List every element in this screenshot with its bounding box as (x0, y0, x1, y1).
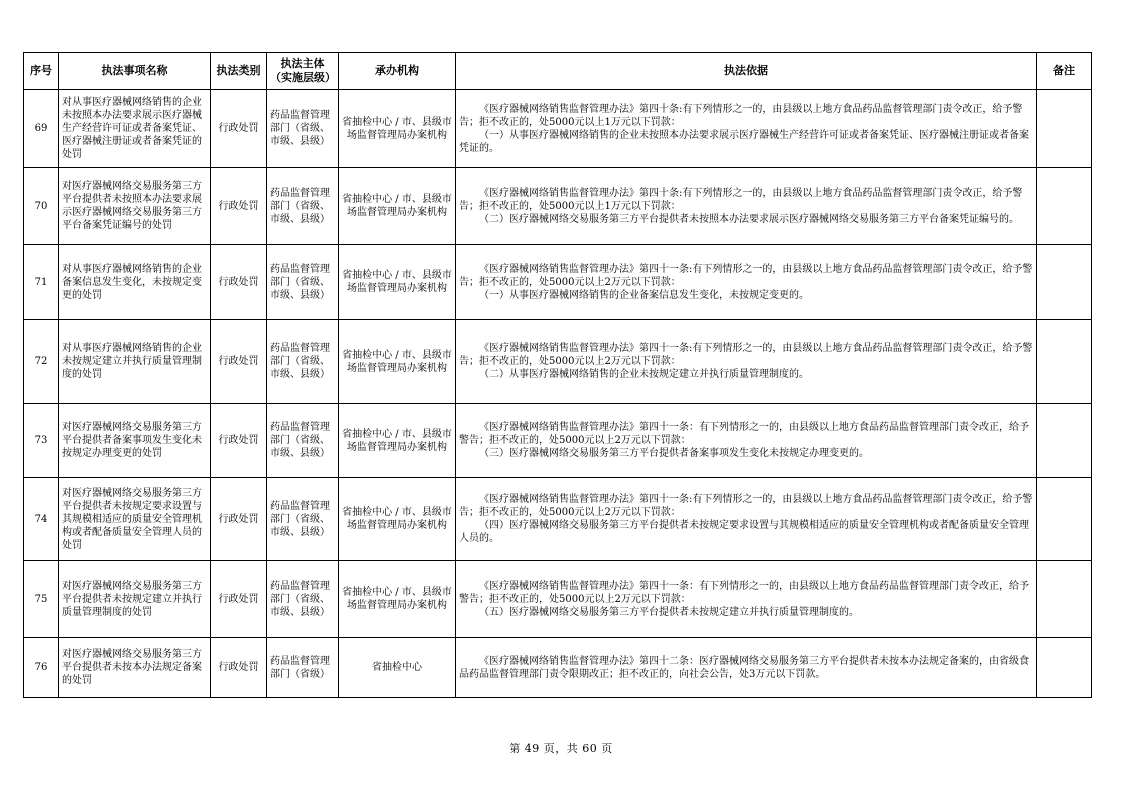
basis-item: （四）医疗器械网络交易服务第三方平台提供者未按规定要求设置与其规模相适应的质量安全管理机构或者配备质量安全管理人员的。 (459, 520, 1029, 544)
row-type: 行政处罚 (211, 90, 267, 168)
table-row (24, 245, 1092, 320)
basis-main: 《医疗器械网络销售监督管理办法》第四十一条:有下列情形之一的，由县级以上地方食品药品监督管理部门责令改正，给予警告；拒不改正的，处5000元以上2万元以下罚款： (459, 263, 1033, 288)
basis-main: 《医疗器械网络销售监督管理办法》第四十一条：有下列情形之一的，由县级以上地方食品药品监督管理部门责令改正，给予警告；拒不改正的，处5000元以上2万元以下罚款： (459, 580, 1029, 605)
row-name: 对从事医疗器械网络销售的企业未按规定建立并执行质量管理制度的处罚 (59, 320, 211, 404)
row-type: 行政处罚 (211, 561, 267, 638)
basis-item: （二）从事医疗器械网络销售的企业未按规定建立并执行质量管理制度的。 (479, 369, 809, 380)
row-basis (456, 638, 1037, 698)
row-remark (1037, 90, 1092, 168)
header-row (24, 53, 1092, 90)
row-body: 药品监督管理部门（省级、市级、县级） (267, 478, 339, 561)
row-remark (1037, 404, 1092, 478)
table-row (24, 404, 1092, 478)
row-basis (456, 320, 1037, 404)
table-row (24, 168, 1092, 245)
table-row (24, 90, 1092, 168)
table-row (24, 561, 1092, 638)
row-org: 省抽检中心 / 市、县级市场监督管理局办案机构 (339, 404, 456, 478)
row-basis (456, 561, 1037, 638)
row-org: 省抽检中心 / 市、县级市场监督管理局办案机构 (339, 561, 456, 638)
row-type: 行政处罚 (211, 404, 267, 478)
header-no: 序号 (24, 53, 59, 90)
header-body: 执法主体（实施层级） (267, 53, 339, 90)
row-no: 69 (24, 90, 59, 168)
row-basis (456, 404, 1037, 478)
row-type: 行政处罚 (211, 245, 267, 320)
row-name: 对医疗器械网络交易服务第三方平台提供者未按照本办法要求展示医疗器械网络交易服务第三方平台备案凭证编号的处罚 (59, 168, 211, 245)
table-row (24, 320, 1092, 404)
row-name: 对从事医疗器械网络销售的企业未按照本办法要求展示医疗器械生产经营许可证或者备案凭证、医疗器械注册证或者备案凭证的处罚 (59, 90, 211, 168)
row-name: 对医疗器械网络交易服务第三方平台提供者未按规定要求设置与其规模相适应的质量安全管理机构或者配备质量安全管理人员的处罚 (59, 478, 211, 561)
row-org: 省抽检中心 / 市、县级市场监督管理局办案机构 (339, 320, 456, 404)
row-org: 省抽检中心 (339, 638, 456, 698)
row-no: 72 (24, 320, 59, 404)
row-type: 行政处罚 (211, 638, 267, 698)
row-type: 行政处罚 (211, 320, 267, 404)
basis-main: 《医疗器械网络销售监督管理办法》第四十二条：医疗器械网络交易服务第三方平台提供者未按本办法规定备案的，由省级食品药品监督管理部门责令限期改正；拒不改正的，向社会公告，处3万元以下罚款。 (459, 655, 1029, 680)
page-number: 第 49 页，共 60 页 (509, 742, 613, 755)
basis-main: 《医疗器械网络销售监督管理办法》第四十一条：有下列情形之一的，由县级以上地方食品药品监督管理部门责令改正，给予警告；拒不改正的，处5000元以上2万元以下罚款： (459, 422, 1029, 446)
table-row (24, 638, 1092, 698)
row-remark (1037, 320, 1092, 404)
row-type: 行政处罚 (211, 478, 267, 561)
row-org: 省抽检中心 / 市、县级市场监督管理局办案机构 (339, 168, 456, 245)
row-no: 76 (24, 638, 59, 698)
row-basis (456, 168, 1037, 245)
header-name: 执法事项名称 (59, 53, 211, 90)
row-body: 药品监督管理部门（省级、市级、县级） (267, 404, 339, 478)
row-body: 药品监督管理部门（省级、市级、县级） (267, 168, 339, 245)
row-basis (456, 245, 1037, 320)
basis-item: （一）从事医疗器械网络销售的企业备案信息发生变化，未按规定变更的。 (479, 289, 809, 301)
row-name: 对从事医疗器械网络销售的企业备案信息发生变化，未按规定变更的处罚 (59, 245, 211, 320)
row-org: 省抽检中心 / 市、县级市场监督管理局办案机构 (339, 478, 456, 561)
basis-main: 《医疗器械网络销售监督管理办法》第四十一条:有下列情形之一的，由县级以上地方食品药品监督管理部门责令改正，给予警告；拒不改正的，处5000元以上2万元以下罚款： (459, 343, 1033, 367)
basis-item: （五）医疗器械网络交易服务第三方平台提供者未按规定建立并执行质量管理制度的。 (479, 606, 859, 618)
row-no: 73 (24, 404, 59, 478)
row-no: 74 (24, 478, 59, 561)
row-name: 对医疗器械网络交易服务第三方平台提供者未按本办法规定备案的处罚 (59, 638, 211, 698)
row-body: 药品监督管理部门（省级、市级、县级） (267, 245, 339, 320)
row-body: 药品监督管理部门（省级、市级、县级） (267, 90, 339, 168)
basis-main: 《医疗器械网络销售监督管理办法》第四十条:有下列情形之一的，由县级以上地方食品药品监督管理部门责令改正，给予警告；拒不改正的，处5000元以上1万元以下罚款： (459, 103, 1023, 128)
basis-main: 《医疗器械网络销售监督管理办法》第四十条:有下列情形之一的，由县级以上地方食品药品监督管理部门责令改正，给予警告；拒不改正的，处5000元以上1万元以下罚款： (459, 187, 1023, 212)
header-org: 承办机构 (339, 53, 456, 90)
row-basis (456, 478, 1037, 561)
row-no: 75 (24, 561, 59, 638)
basis-item: （二）医疗器械网络交易服务第三方平台提供者未按照本办法要求展示医疗器械网络交易服务第三方平台备案凭证编号的。 (479, 213, 1019, 225)
row-name: 对医疗器械网络交易服务第三方平台提供者未按规定建立并执行质量管理制度的处罚 (59, 561, 211, 638)
basis-main: 《医疗器械网络销售监督管理办法》第四十一条:有下列情形之一的，由县级以上地方食品药品监督管理部门责令改正，给予警告；拒不改正的，处5000元以上2万元以下罚款： (459, 494, 1033, 518)
header-basis: 执法依据 (456, 53, 1037, 90)
row-no: 70 (24, 168, 59, 245)
header-remark: 备注 (1037, 53, 1092, 90)
basis-item: （三）医疗器械网络交易服务第三方平台提供者备案事项发生变化未按规定办理变更的。 (479, 448, 869, 459)
row-body: 药品监督管理部门（省级、市级、县级） (267, 561, 339, 638)
row-org: 省抽检中心 / 市、县级市场监督管理局办案机构 (339, 90, 456, 168)
row-body: 药品监督管理部门（省级） (267, 638, 339, 698)
basis-item: （一）从事医疗器械网络销售的企业未按照本办法要求展示医疗器械生产经营许可证或者备案凭证、医疗器械注册证或者备案凭证的。 (459, 129, 1029, 154)
row-basis (456, 90, 1037, 168)
header-type: 执法类别 (211, 53, 267, 90)
row-remark (1037, 168, 1092, 245)
row-type: 行政处罚 (211, 168, 267, 245)
row-remark (1037, 638, 1092, 698)
row-name: 对医疗器械网络交易服务第三方平台提供者备案事项发生变化未按规定办理变更的处罚 (59, 404, 211, 478)
enforcement-table (23, 52, 1092, 698)
row-remark (1037, 478, 1092, 561)
row-org: 省抽检中心 / 市、县级市场监督管理局办案机构 (339, 245, 456, 320)
row-remark (1037, 245, 1092, 320)
row-body: 药品监督管理部门（省级、市级、县级） (267, 320, 339, 404)
row-no: 71 (24, 245, 59, 320)
table-row (24, 478, 1092, 561)
row-remark (1037, 561, 1092, 638)
